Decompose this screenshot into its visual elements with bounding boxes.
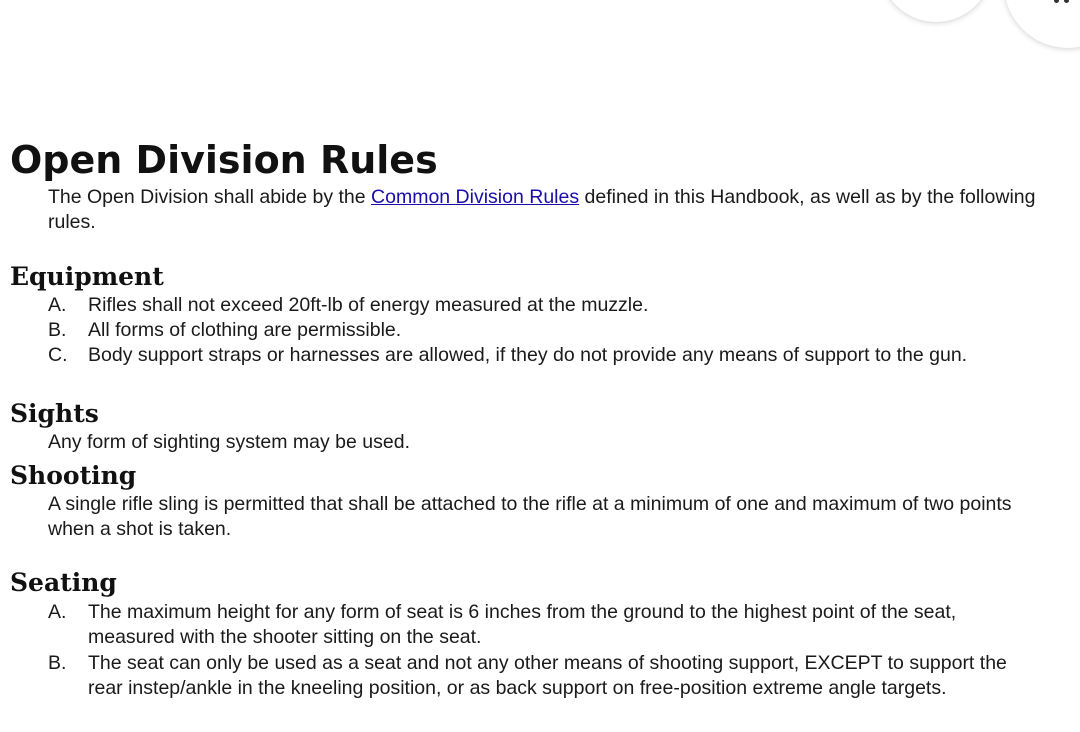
list-item-text: All forms of clothing are permissible. (88, 319, 402, 341)
sights-text: Any form of sighting system may be used. (48, 431, 410, 453)
sights-heading: Sights (10, 399, 99, 428)
list-item-text: The seat can only be used as a seat and not any other means of shooting support, EXCEPT to support the rear instep/ankle in the kneeling position, or as back support on free-position extreme angle targets. (88, 652, 1007, 699)
intro-paragraph (48, 185, 1038, 235)
list-marker: A. (48, 294, 67, 316)
common-division-rules-link[interactable]: Common Division Rules (371, 186, 580, 208)
shooting-heading: Shooting (10, 461, 137, 490)
list-marker: A. (48, 601, 67, 623)
intro-text-end: defined in this Handbook, as well as by the following rules. (48, 186, 1036, 233)
shooting-text: A single rifle sling is permitted that shall be attached to the rifle at a minimum of one and maximum of two points when a shot is taken. (48, 493, 1012, 540)
seating-heading: Seating (10, 568, 117, 597)
floating-menu-button[interactable] (1004, 0, 1080, 48)
floating-action-button[interactable] (880, 0, 992, 22)
list-item-text: The maximum height for any form of seat is 6 inches from the ground to the highest point of the seat, measured with the shooter sitting on the seat. (88, 601, 957, 648)
equipment-item-c (48, 343, 1038, 368)
page-title: Open Division Rules (10, 138, 438, 182)
intro-text-start: The Open Division shall abide by the (48, 186, 372, 208)
seating-item-b (48, 651, 1038, 701)
equipment-item-b (48, 318, 1038, 343)
list-marker: C. (48, 344, 68, 366)
list-marker: B. (48, 652, 67, 674)
list-item-text: Rifles shall not exceed 20ft-lb of energy measured at the muzzle. (88, 294, 649, 316)
equipment-heading: Equipment (10, 262, 164, 291)
equipment-item-a (48, 293, 1038, 318)
more-options-icon[interactable] (1050, 0, 1080, 6)
list-marker: B. (48, 319, 67, 341)
seating-item-a (48, 600, 1038, 650)
list-item-text: Body support straps or harnesses are allowed, if they do not provide any means of support to the gun. (88, 344, 968, 366)
